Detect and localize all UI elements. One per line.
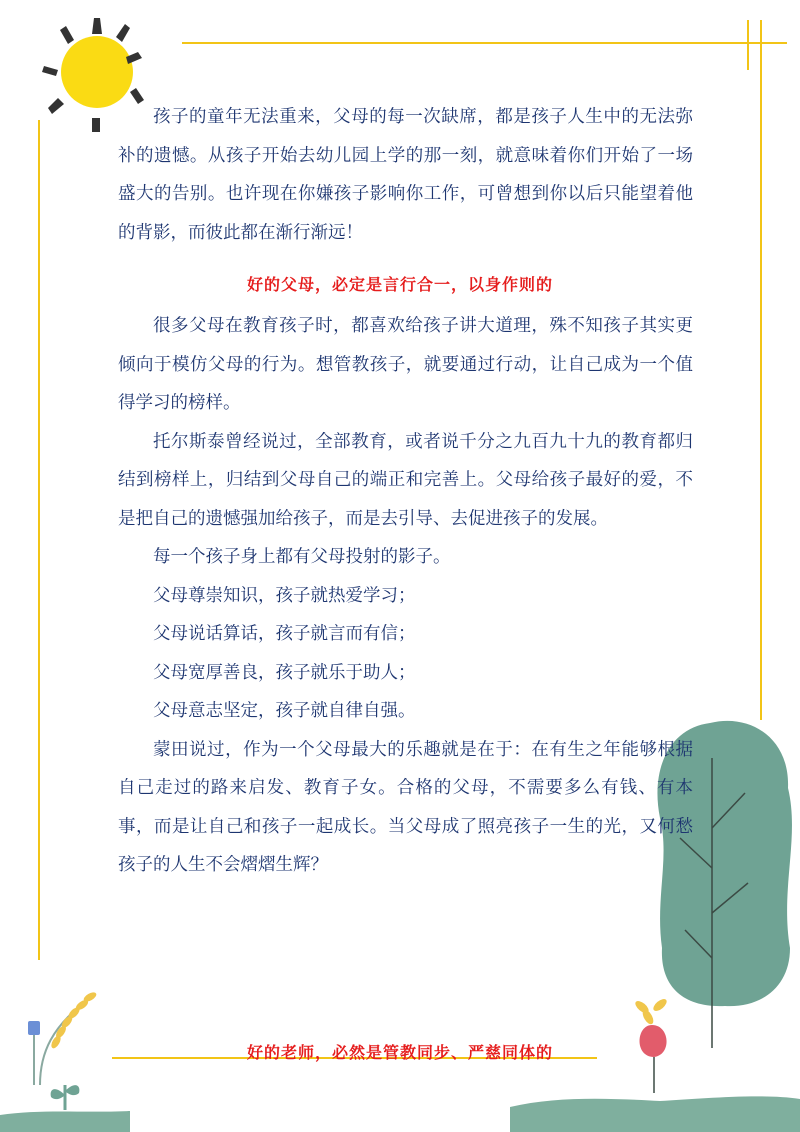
ground-decoration [0,1085,800,1132]
paragraph-1: 很多父母在教育孩子时，都喜欢给孩子讲大道理，殊不知孩子其实更倾向于模仿父母的行为。想管教孩子，就要通过行动，让自己成为一个值得学习的榜样。 [118,316,693,413]
paragraph-last: 蒙田说过，作为一个父母最大的乐趣就是在于：在有生之年能够根据自己走过的路来启发、教育子女。合格的父母，不需要多么有钱、有本事，而是让自己和孩子一起成长。当父母成了照亮孩子一生的光，又何愁孩子的人生不会熠熠生辉？ [118,739,693,875]
list-line-2: 父母说话算话，孩子就言而有信； [153,624,416,644]
paragraph-intro: 孩子的童年无法重来，父母的每一次缺席，都是孩子人生中的无法弥补的遗憾。从孩子开始去幼儿园上学的那一刻，就意味着你们开始了一场盛大的告别。也许现在你嫌孩子影响你工作，可曾想到你以后只能望着他的背影，而彼此都在渐行渐远！ [118,107,693,243]
top-frame-line-right-vertical-2 [760,20,762,720]
paragraph-3: 每一个孩子身上都有父母投射的影子。 [153,547,451,567]
section-heading-teachers: 好的老师，必然是管教同步、严慈同体的 [246,1043,553,1062]
top-frame-line [182,42,787,44]
list-line-4: 父母意志坚定，孩子就自律自强。 [153,701,416,721]
paragraph-2: 托尔斯泰曾经说过，全部教育，或者说千分之九百九十九的教育都归结到榜样上，归结到父母自己的端正和完善上。父母给孩子最好的爱，不是把自己的遗憾强加给孩子，而是去引导、去促进孩子的发展。 [118,431,693,529]
text-block-top [118,98,693,252]
list-line-3: 父母宽厚善良，孩子就乐于助人； [153,662,416,683]
text-block-main [118,307,693,885]
top-frame-line-right-vertical-1 [747,20,749,70]
left-frame-line [38,120,40,960]
section-heading-parents: 好的父母，必定是言行合一，以身作则的 [246,275,553,294]
list-line-1: 父母尊崇知识，孩子就热爱学习； [153,585,416,606]
